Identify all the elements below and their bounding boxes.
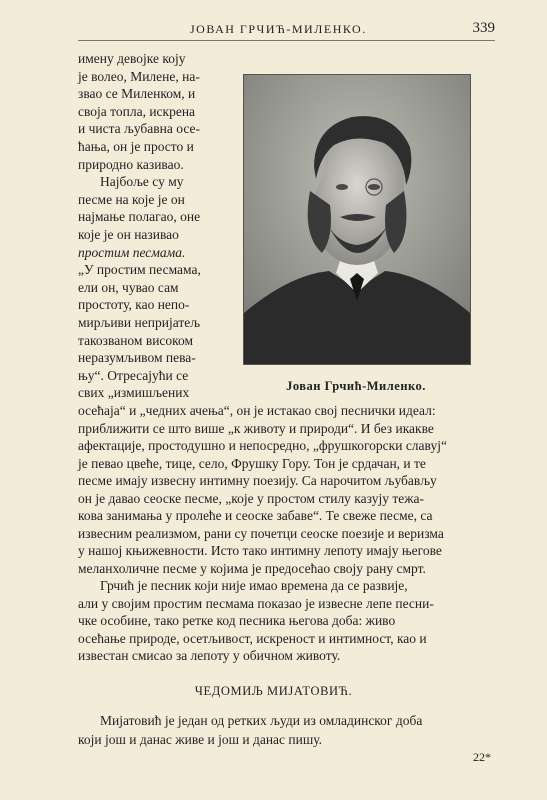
text-line: извесним реализмом, рани су почетци сеоске поезије и веризма: [78, 525, 444, 541]
text-line: свих „измишљених: [78, 385, 190, 401]
text-line: у нашој књижевности. Исто тако интимну лепоту имају његове: [78, 543, 442, 558]
left-column-text: [78, 50, 220, 402]
page-number: 339: [472, 20, 495, 36]
text-line: своја топла, искрена: [78, 103, 196, 119]
text-line: најмање полагао, оне: [78, 209, 201, 225]
text-line: песме на које је он: [78, 191, 185, 207]
header-rule: [78, 40, 495, 41]
text-line: имену девојке коју: [78, 51, 186, 66]
text-line: „У простим песмама,: [78, 262, 201, 278]
text-line: које је он називао: [78, 226, 179, 242]
text-line: њу“. Отресајући се: [78, 367, 189, 383]
body-text: [78, 402, 492, 665]
section-heading: ЧЕДОМИЉ МИЈАТОВИЋ.: [194, 684, 353, 698]
text-line: Мијатовић је један од ретких људи из омладинског доба: [100, 713, 423, 728]
text-line: осећање природе, осетљивост, искреност и интимност, као и: [78, 630, 427, 646]
text-line: природно казивао.: [78, 156, 184, 172]
text-line: и чиста љубавна осе-: [78, 121, 200, 137]
text-line: кова занимања у пролеће и сеоске забаве“. Те свеже песме, са: [78, 508, 433, 523]
portrait-figure: [243, 74, 469, 394]
printer-signature: 22*: [473, 750, 491, 764]
text-line: осећаја“ и „чедних ачења“, он је истакао свој песнички идеал:: [78, 403, 436, 418]
figure-caption: Јован Грчић-Миленко.: [286, 379, 426, 393]
running-header: ЈОВАН ГРЧИЋ-МИЛЕНКО.: [190, 22, 367, 36]
text-line: ћања, он је просто и: [78, 138, 194, 154]
text-line: је волео, Милене, на-: [78, 68, 200, 84]
text-line: који још и данас живе и још и данас пишу.: [78, 731, 323, 747]
text-line: је певао цвеће, тице, село, Фрушку Гору. Тон је срдачан, и те: [78, 455, 426, 471]
text-line: али у својим простим песмама показао је извесне лепе песни-: [78, 595, 434, 611]
text-line: неразумљивом пева-: [78, 350, 196, 366]
text-line: Најбоље су му: [100, 174, 184, 190]
text-line: песме имају извесну интимну поезију. Са нарочитом љубављу: [78, 473, 437, 488]
italic-phrase: простим песмама.: [78, 244, 186, 260]
text-line-italic: [78, 244, 220, 262]
text-line: известан смисао за лепоту у обичном животу.: [78, 648, 341, 663]
text-line: афектације, простодушно и непосредно, „фрушкогорски славуј“: [78, 438, 447, 453]
text-line: он је давао сеоске песме, „које у простом стилу казују тежа-: [78, 490, 425, 506]
text-line: мирљиви непријатељ: [78, 314, 201, 330]
text-line: простоту, као непо-: [78, 297, 190, 313]
text-line: звао се Миленком, и: [78, 86, 196, 102]
text-line: приближити се што више „к животу и природи“. И без икакве: [78, 420, 434, 436]
portrait-photo: [243, 74, 471, 365]
text-line: меланхоличне песме у којима је предосећао своју рану смрт.: [78, 560, 426, 576]
section-text: [78, 712, 492, 749]
text-line: Грчић је песник који није имао времена да се развије,: [100, 578, 408, 593]
text-line: чке особине, тако ретке код песника његова доба: живо: [78, 613, 396, 628]
text-line: ели он, чувао сам: [78, 279, 179, 295]
text-line: такозваном високом: [78, 332, 194, 348]
